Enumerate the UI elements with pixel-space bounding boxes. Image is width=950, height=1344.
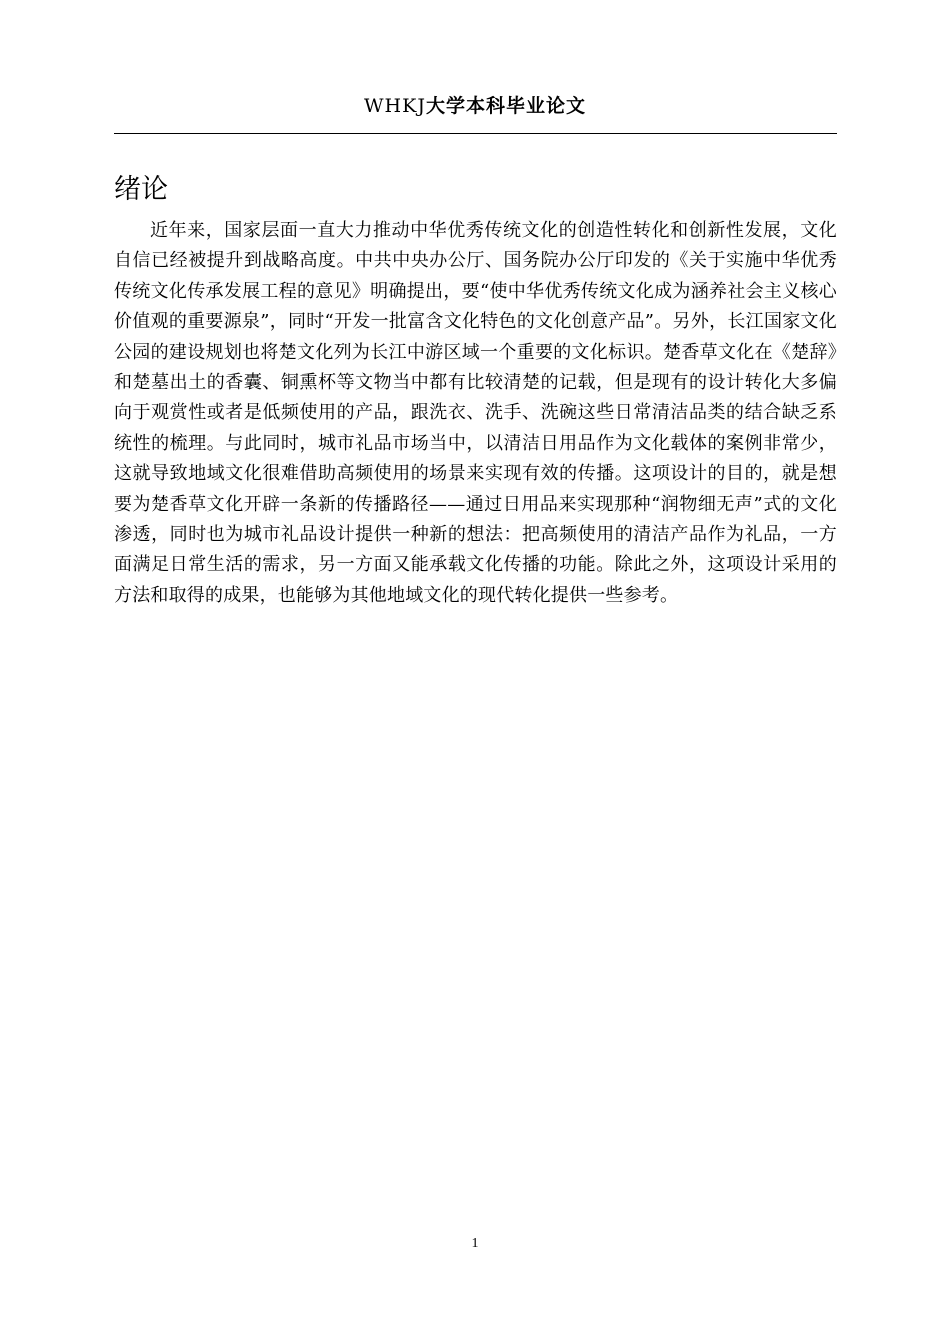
- header-divider: [114, 133, 837, 134]
- header-title: 大学本科毕业论文: [425, 95, 586, 117]
- page-header: [0, 92, 950, 120]
- page-number: 1: [471, 1236, 479, 1251]
- section-heading: 绪论: [114, 174, 168, 205]
- body-paragraph: 近年来，国家层面一直大力推动中华优秀传统文化的创造性转化和创新性发展，文化自信已经被提升到战略高度。中共中央办公厅、国务院办公厅印发的《关于实施中华优秀传统文化传承发展工程的意见》明确提出，要“使中华优秀传统文化成为涵养社会主义核心价值观的重要源泉”，同时“开发一批富含文化特色的文化创意产品”。另外，长江国家文化公园的建设规划也将楚文化列为长江中游区域一个重要的文化标识。楚香草文化在《楚辞》和楚墓出土的香囊、铜熏杯等文物当中都有比较清楚的记载，但是现有的设计转化大多偏向于观赏性或者是低频使用的产品，跟洗衣、洗手、洗碗这些日常清洁品类的结合缺乏系统性的梳理。与此同时，城市礼品市场当中，以清洁日用品作为文化载体的案例非常少，这就导致地域文化很难借助高频使用的场景来实现有效的传播。这项设计的目的，就是想要为楚香草文化开辟一条新的传播路径——通过日用品来实现那种“润物细无声”式的文化渗透，同时也为城市礼品设计提供一种新的想法：把高频使用的清洁产品作为礼品，一方面满足日常生活的需求，另一方面又能承载文化传播的功能。除此之外，这项设计采用的方法和取得的成果，也能够为其他地域文化的现代转化提供一些参考。: [114, 220, 837, 606]
- header-prefix: WHKJ: [364, 95, 426, 117]
